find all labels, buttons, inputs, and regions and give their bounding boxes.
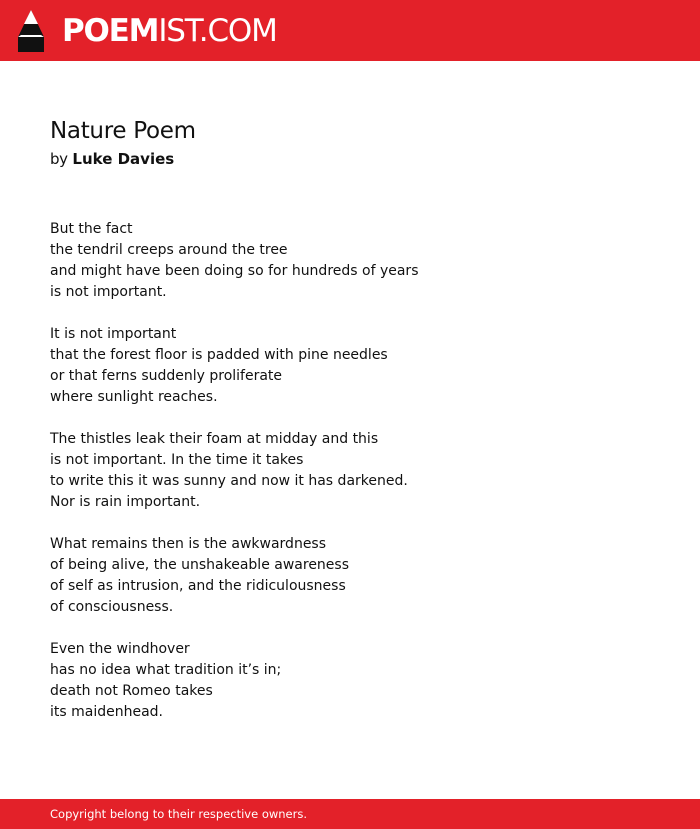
poem-line: Even the windhover — [50, 641, 190, 657]
site-footer — [0, 799, 700, 829]
poem-title: Nature Poem — [50, 118, 196, 144]
poem-line: Nor is rain important. — [50, 494, 201, 510]
poem-line: has no idea what tradition it’s in; — [50, 662, 282, 678]
site-logo-wordmark[interactable] — [62, 11, 277, 51]
pencil-tip-icon[interactable] — [18, 10, 44, 52]
brand-strong-text: POEM — [62, 13, 159, 49]
poem-stanza — [50, 429, 650, 513]
poem-stanza — [50, 219, 650, 303]
poem-body — [50, 219, 650, 744]
poem-line: of self as intrusion, and the ridiculousness — [50, 578, 346, 594]
poem-byline — [50, 148, 174, 170]
poem-line: It is not important — [50, 326, 177, 342]
poem-stanza — [50, 534, 650, 618]
poem-line: to write this it was sunny and now it has darkened. — [50, 473, 408, 489]
poem-stanza — [50, 324, 650, 408]
poem-line: death not Romeo takes — [50, 683, 213, 699]
poem-line: What remains then is the awkwardness — [50, 536, 327, 552]
copyright-notice: Copyright belong to their respective owners. — [50, 807, 308, 821]
poem-line: its maidenhead. — [50, 704, 164, 720]
brand-light-text: IST.COM — [158, 13, 277, 49]
poem-author: Luke Davies — [72, 150, 175, 168]
poem-line: or that ferns suddenly proliferate — [50, 368, 283, 384]
poem-line: of consciousness. — [50, 599, 174, 615]
poem-line: The thistles leak their foam at midday and this — [50, 431, 379, 447]
poem-line: where sunlight reaches. — [50, 389, 218, 405]
poem-line: and might have been doing so for hundreds of years — [50, 263, 419, 279]
poem-line: that the forest floor is padded with pine needles — [50, 347, 388, 363]
byline-prefix: by — [50, 150, 68, 168]
poem-stanza — [50, 639, 650, 723]
poem-line: the tendril creeps around the tree — [50, 242, 288, 258]
poem-line: is not important. — [50, 284, 167, 300]
poem-line: is not important. In the time it takes — [50, 452, 304, 468]
poem-line: of being alive, the unshakeable awareness — [50, 557, 350, 573]
poem-line: But the fact — [50, 221, 133, 237]
site-header — [0, 0, 700, 61]
